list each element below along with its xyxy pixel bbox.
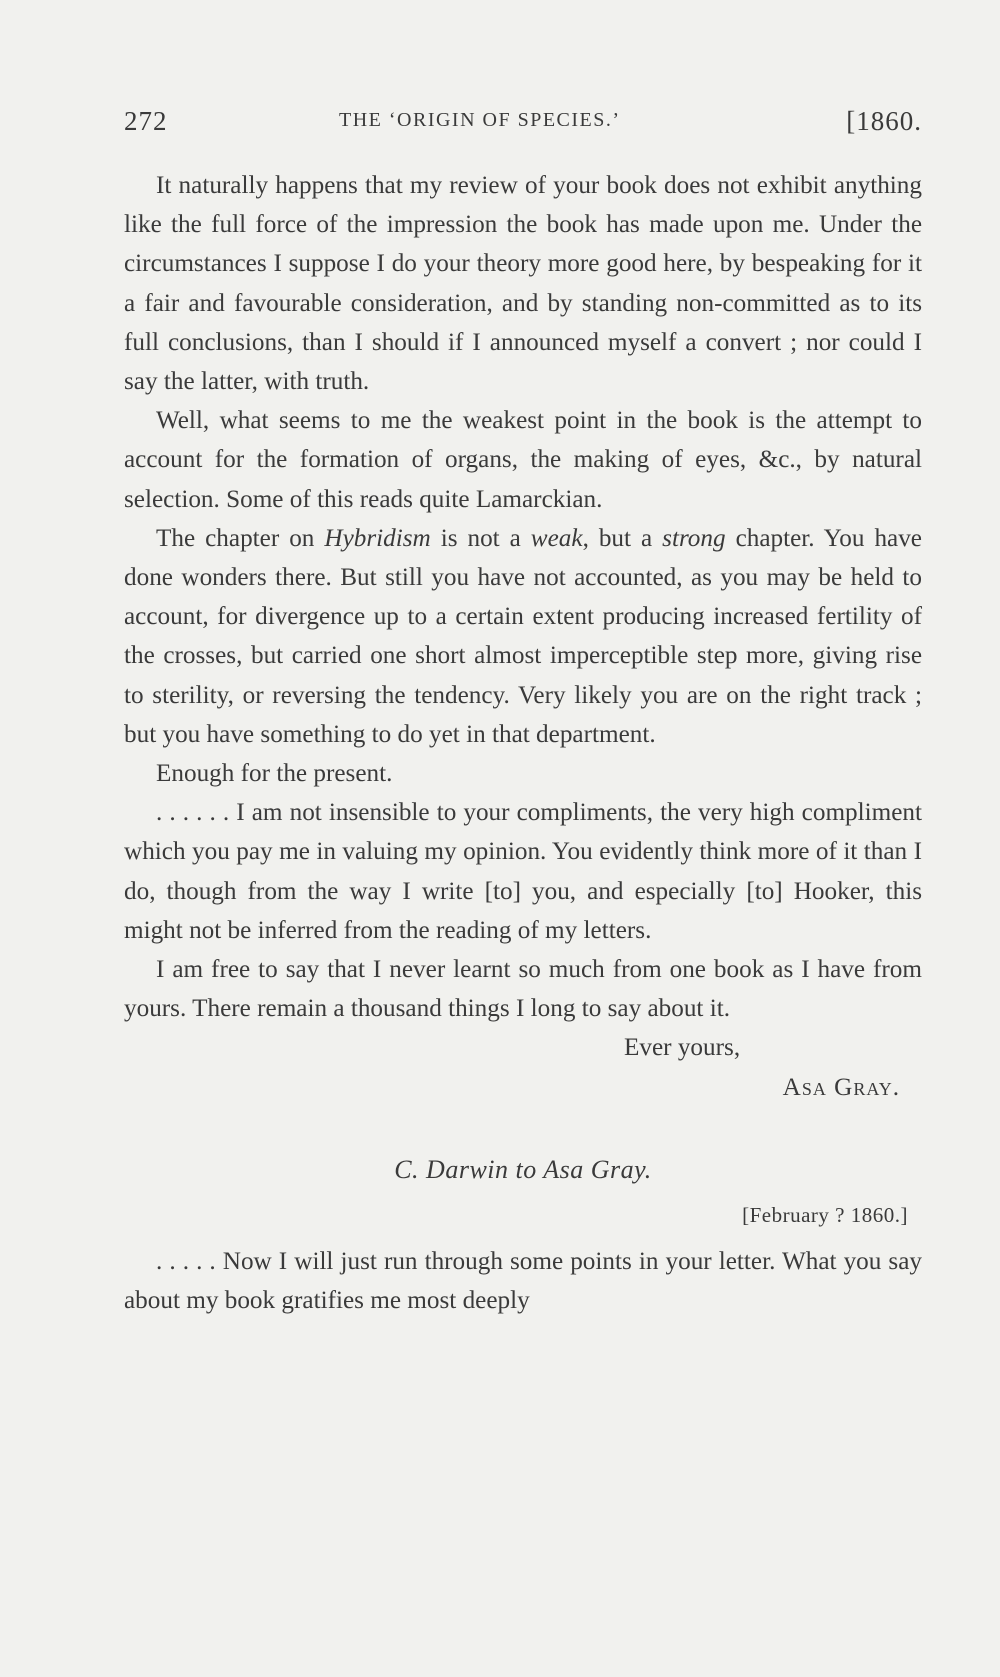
text-run: . . . . . . I am not insensible to your compliments, the very high compliment which you pay me in valuing my opinion. You evidently think more of it than I do, though from the way I write [to] you, and especially [to] Hooker, this might not be inferred from the reading of my letters. bbox=[124, 799, 922, 944]
paragraph bbox=[124, 793, 922, 950]
italic-text: strong bbox=[662, 524, 726, 552]
page-number: 272 bbox=[124, 106, 168, 136]
text-run: , but a bbox=[582, 524, 663, 552]
paragraph bbox=[124, 754, 922, 793]
book-page bbox=[124, 106, 922, 1320]
running-head bbox=[124, 106, 922, 146]
paragraph bbox=[124, 166, 922, 401]
valediction: Ever yours, bbox=[624, 1034, 741, 1062]
letter-two-body bbox=[124, 1242, 922, 1320]
signature: Asa Gray. bbox=[782, 1073, 900, 1101]
text-run: The chapter on bbox=[156, 524, 325, 552]
text-run: . . . . . Now I will just run through some points in your letter. What you say about my book gratifies me most deeply bbox=[124, 1247, 922, 1315]
running-year: [1860. bbox=[846, 106, 922, 136]
text-run: chapter. You have done wonders there. But still you have not accounted, as you may be held to account, for divergence up to a certain extent producing increased fertility of the crosses, but carried one short almost imperceptible step more, giving rise to sterility, or reversing the tendency. Very likely you are on the right track ; but you have something to do yet in that department. bbox=[124, 524, 922, 748]
letter-one-body bbox=[124, 166, 922, 1028]
letter-heading: C. Darwin to Asa Gray. bbox=[394, 1154, 652, 1184]
letter-date: [February ? 1860.] bbox=[742, 1202, 908, 1227]
text-run: Enough for the present. bbox=[156, 760, 393, 788]
paragraph bbox=[124, 1242, 922, 1320]
text-run: Well, what seems to me the weakest point in the book is the attempt to account for the formation of organs, the making of eyes, &c., by natural selection. Some of this reads quite Lamarckian. bbox=[124, 407, 922, 513]
letter-closing bbox=[124, 1028, 922, 1106]
paragraph bbox=[124, 401, 922, 519]
paragraph bbox=[124, 950, 922, 1028]
italic-text: weak bbox=[530, 524, 583, 552]
text-run: is not a bbox=[430, 524, 531, 552]
paragraph bbox=[124, 519, 922, 754]
running-title: THE ‘ORIGIN OF SPECIES.’ bbox=[339, 109, 621, 131]
italic-text: Hybridism bbox=[324, 524, 431, 552]
text-run: I am free to say that I never learnt so much from one book as I have from yours. There remain a thousand things I long to say about it. bbox=[124, 956, 922, 1023]
text-run: It naturally happens that my review of your book does not exhibit anything like the full force of the impression the book has made upon me. Under the circumstances I suppose I do your theory more good here, by bespeaking for it a fair and favourable consideration, and by standing non-committed as to its full conclusions, than I should if I announced myself a convert ; nor could I say the latter, with truth. bbox=[124, 172, 922, 396]
